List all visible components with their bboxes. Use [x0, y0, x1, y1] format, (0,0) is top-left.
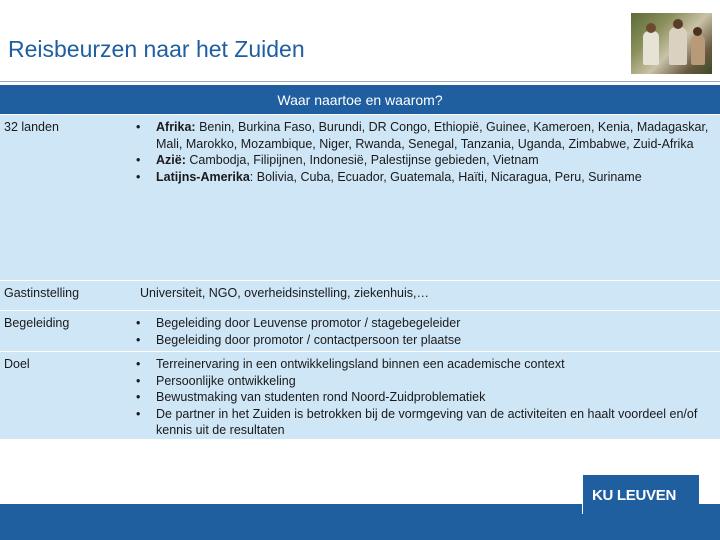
header-photo — [631, 13, 712, 74]
list-item: • Latijns-Amerika: Bolivia, Cuba, Ecuador, Guatemala, Haïti, Nicaragua, Peru, Suriname — [134, 169, 714, 186]
table-row — [0, 281, 720, 311]
list-item: • Azië: Cambodja, Filipijnen, Indonesië, Palestijnse gebieden, Vietnam — [134, 152, 714, 169]
list-item: • Terreinervaring in een ontwikkelingsland binnen een academische context — [134, 356, 714, 373]
row-label-gastinstelling: Gastinstelling — [0, 281, 131, 311]
table-header: Waar naartoe en waarom? — [0, 85, 720, 115]
begeleiding-list — [134, 315, 714, 348]
list-item: • Afrika: Benin, Burkina Faso, Burundi, DR Congo, Ethiopië, Guinee, Kameroen, Kenia, Madagaskar, Mali, Marokko, Mozambique, Niger, Rwanda, Senegal, Tanzania, Uganda, Zimbabwe, Zuid-Afrika — [134, 119, 714, 152]
ku-leuven-logo — [582, 474, 699, 514]
doel-list — [134, 356, 714, 439]
list-item: • Begeleiding door promotor / contactpersoon ter plaatse — [134, 332, 714, 349]
table-row — [0, 352, 720, 440]
gastinstelling-text: Universiteit, NGO, overheidsinstelling, ziekenhuis,… — [131, 281, 720, 311]
table-row — [0, 115, 720, 281]
title-divider — [0, 81, 720, 82]
list-item: • Persoonlijke ontwikkeling — [134, 373, 714, 390]
countries-list — [134, 119, 714, 185]
list-item: • De partner in het Zuiden is betrokken bij de vormgeving van de activiteiten en haalt voordeel en/of kennis uit de resultaten — [134, 406, 714, 439]
slide-title: Reisbeurzen naar het Zuiden — [8, 36, 305, 62]
row-label-begeleiding: Begeleiding — [0, 311, 131, 352]
row-label-landen: 32 landen — [0, 115, 131, 281]
info-table — [0, 85, 720, 440]
list-item: • Begeleiding door Leuvense promotor / stagebegeleider — [134, 315, 714, 332]
table-row — [0, 311, 720, 352]
list-item: • Bewustmaking van studenten rond Noord-Zuidproblematiek — [134, 389, 714, 406]
logo-text: KU LEUVEN — [592, 487, 676, 504]
row-label-doel: Doel — [0, 352, 131, 440]
